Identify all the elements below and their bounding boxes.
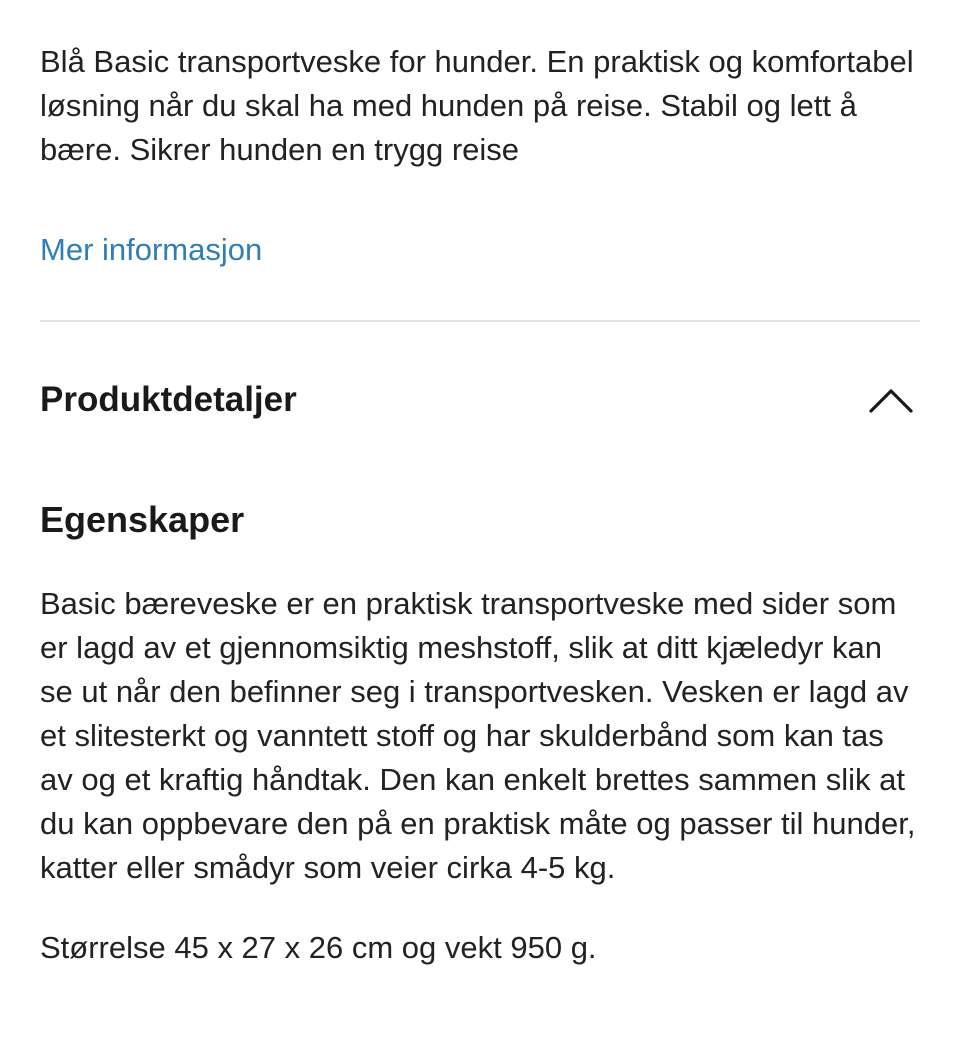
more-info-link[interactable]: Mer informasjon — [40, 232, 263, 267]
features-heading: Egenskaper — [40, 499, 245, 540]
size-weight-text: Størrelse 45 x 27 x 26 cm og vekt 950 g. — [40, 930, 597, 965]
features-description: Basic bæreveske er en praktisk transportveske med sider som er lagd av et gjennomsiktig meshstoff, slik at ditt kjæledyr kan se ut når den befinner seg i transportvesken. Vesken er lagd av et slitesterkt og vanntett stoff og har skulderbånd som kan tas av og et kraftig håndtak. Den kan enkelt brettes sammen slik at du kan oppbevare den på en praktisk måte og passer til hunder, katter eller smådyr som veier cirka 4-5 kg. — [40, 586, 916, 885]
chevron-up-icon[interactable] — [868, 385, 914, 415]
product-details-accordion-header[interactable] — [40, 360, 920, 440]
product-details-title: Produktdetaljer — [40, 380, 297, 419]
section-divider — [40, 320, 920, 322]
product-intro-text: Blå Basic transportveske for hunder. En praktisk og komfortabel løsning når du skal ha med hunden på reise. Stabil og lett å bære. Sikrer hunden en trygg reise — [40, 44, 914, 167]
